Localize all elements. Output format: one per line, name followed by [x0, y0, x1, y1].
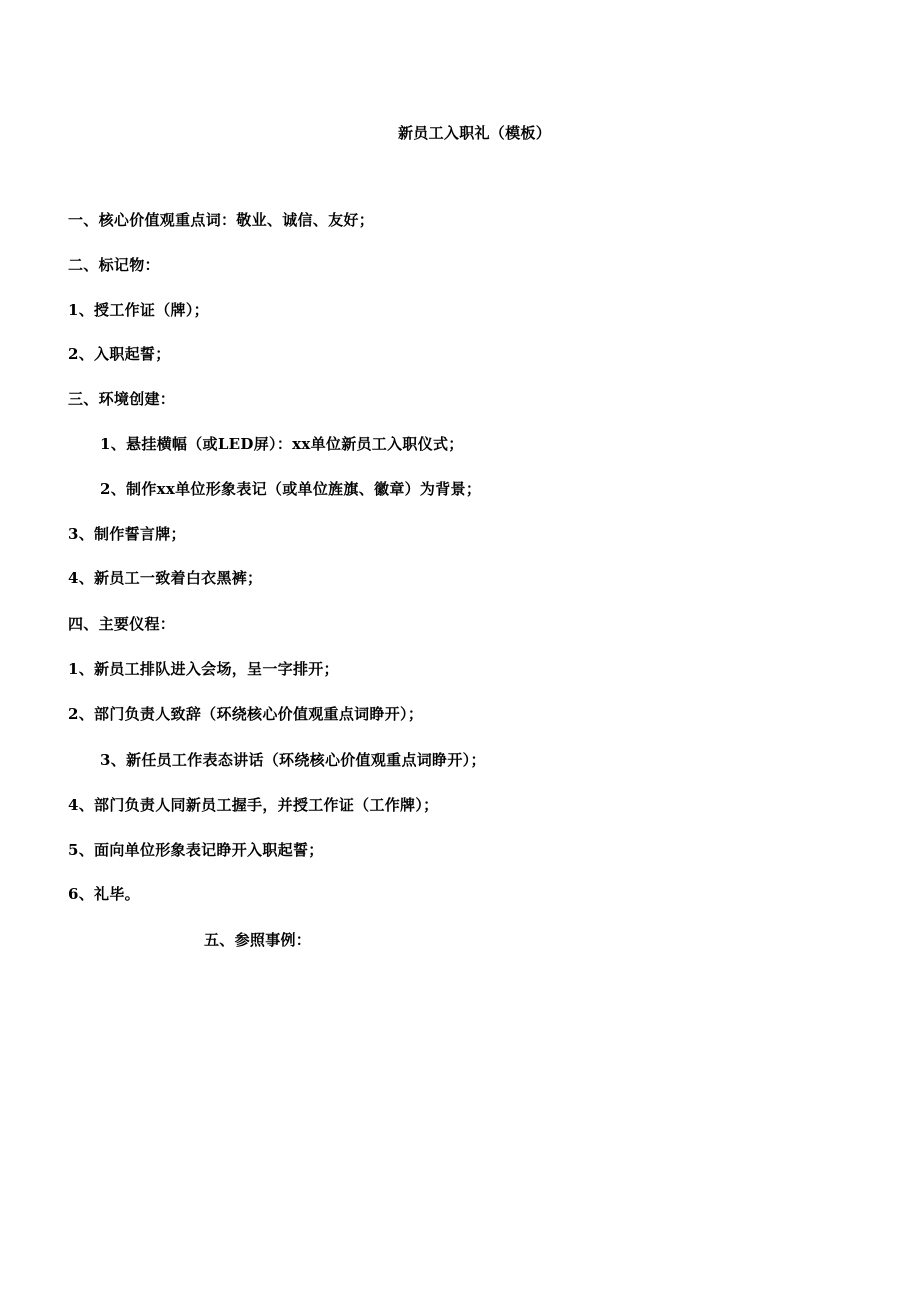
section-heading-1: 一、核心价值观重点词：敬业、诚信、友好；	[68, 211, 375, 229]
list-item: 2、制作xx单位形象表记（或单位旌旗、徽章）为背景；	[100, 480, 482, 498]
list-item: 6、礼毕。	[68, 885, 140, 903]
list-item: 1、授工作证（牌）；	[68, 301, 209, 319]
list-item: 4、新员工一致着白衣黑裤；	[68, 569, 263, 587]
list-item: 4、部门负责人同新员工握手，并授工作证（工作牌）；	[68, 796, 439, 814]
section-heading-4: 四、主要仪程：	[68, 615, 176, 633]
list-item: 1、悬挂横幅（或LED屏）：xx单位新员工入职仪式；	[100, 435, 464, 453]
list-item: 1、新员工排队进入会场，呈一字排开；	[68, 660, 339, 678]
list-item: 3、制作誓言牌；	[68, 525, 186, 543]
section-heading-2: 二、标记物：	[68, 256, 160, 274]
document-title: 新员工入职礼（模板）	[398, 124, 552, 142]
section-heading-5: 五、参照事例：	[204, 931, 312, 949]
list-item: 5、面向单位形象表记睁开入职起誓；	[68, 841, 324, 859]
section-heading-3: 三、环境创建：	[68, 390, 176, 408]
list-item: 2、部门负责人致辞（环绕核心价值观重点词睁开）；	[68, 705, 424, 723]
list-item: 2、入职起誓；	[68, 345, 171, 363]
list-item: 3、新任员工作表态讲话（环绕核心价值观重点词睁开）；	[100, 751, 486, 769]
